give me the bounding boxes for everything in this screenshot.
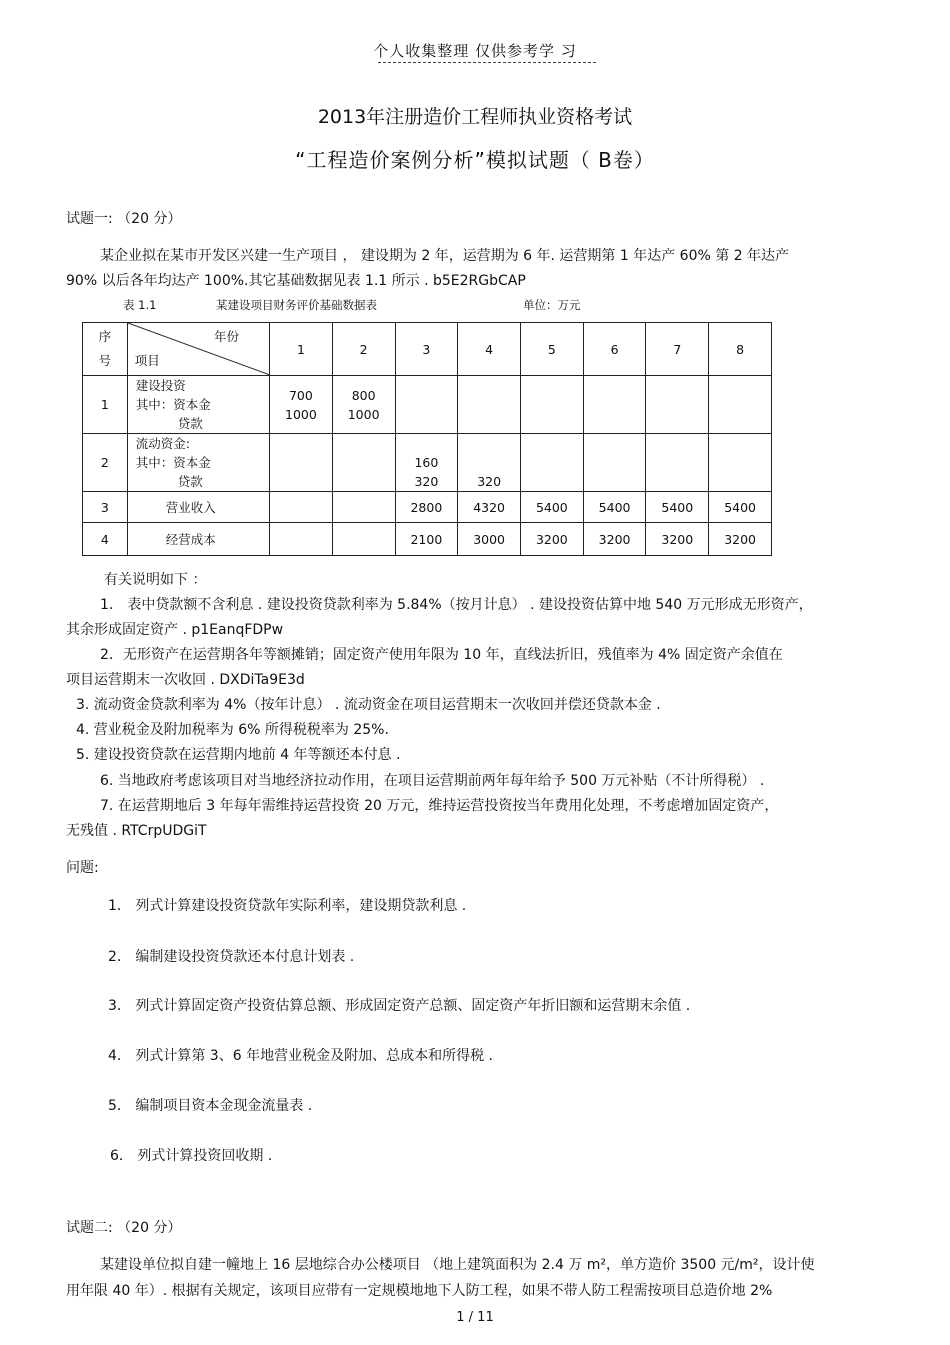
exam-subtitle: “工程造价案例分析”模拟试题（ B卷） [295, 148, 655, 172]
value-cell [646, 434, 709, 492]
value-line [458, 434, 520, 453]
question-item: 3． 列式计算固定资产投资估算总额、形成固定资产总额、固定资产年折旧额和运营期末余值 . [108, 998, 691, 1014]
year-cell: 2 [332, 323, 395, 376]
header-divider [378, 62, 596, 63]
year-cell: 7 [646, 323, 709, 376]
value-cell [332, 492, 395, 523]
value-cell [270, 492, 333, 523]
diagonal-header-cell [127, 323, 269, 376]
year-cell: 4 [458, 323, 521, 376]
value-cell [332, 376, 395, 434]
question-item: 4． 列式计算第 3、6 年地营业税金及附加、总成本和所得税 . [108, 1048, 493, 1064]
value-cell: 5400 [583, 492, 646, 523]
value-cell: 3200 [709, 523, 772, 556]
note-line: 其余形成固定资产 . p1EanqFDPw [66, 622, 284, 638]
value-line: 320 [414, 474, 439, 489]
item-line: 流动资金: [135, 436, 190, 451]
value-cell: 3000 [458, 523, 521, 556]
value-line: 700 [288, 387, 313, 403]
notes-heading: 有关说明如下 ： [104, 572, 207, 588]
seq-cell: 4 [83, 523, 128, 556]
data-table [82, 322, 772, 556]
value-cell [583, 376, 646, 434]
question-item: 5． 编制项目资本金现金流量表 . [108, 1098, 313, 1114]
note-line: 7. 在运营期地后 3 年每年需维持运营投资 20 万元，维持运营投资按当年费用化处理，不考虑增加固定资产， [100, 798, 779, 814]
value-line: 800 [351, 387, 376, 403]
value-cell [270, 376, 333, 434]
q1-intro-line: 90% 以后各年均达产 100%.其它基础数据见表 1.1 所示 . b5E2RGbCAP [66, 273, 526, 289]
note-line: 3. 流动资金贷款利率为 4%（按年计息） . 流动资金在项目运营期末一次收回并偿还贷款本金 . [76, 697, 661, 713]
table-header-row [83, 323, 772, 376]
item-cell: 经营成本 [127, 523, 269, 556]
value-cell [709, 376, 772, 434]
value-cell: 5400 [520, 492, 583, 523]
item-line: 建设投资 [135, 378, 186, 393]
year-cell: 3 [395, 323, 458, 376]
seq-cell: 1 [83, 376, 128, 434]
question-item: 2． 编制建设投资贷款还本付息计划表 . [108, 949, 355, 965]
note-line: 6. 当地政府考虑该项目对当地经济拉动作用，在项目运营期前两年每年给予 500 万元补贴（不计所得税） . [100, 773, 765, 789]
value-cell: 4320 [458, 492, 521, 523]
value-cell [583, 434, 646, 492]
value-cell: 3200 [583, 523, 646, 556]
note-line: 1． 表中贷款额不含利息 . 建设投资贷款利率为 5.84%（按月计息） . 建设投资估算中地 540 万元形成无形资产， [100, 597, 813, 613]
seq-header: 序号 [98, 329, 112, 368]
table-row [83, 376, 772, 434]
value-cell: 2800 [395, 492, 458, 523]
table-row [83, 523, 772, 556]
value-cell [520, 434, 583, 492]
q2-heading: 试题二: （20 分） [66, 1220, 182, 1236]
value-cell [395, 376, 458, 434]
value-line: 1000 [285, 406, 317, 422]
value-cell: 2100 [395, 523, 458, 556]
q2-intro-line: 某建设单位拟自建一幢地上 16 层地综合办公楼项目 （地上建筑面积为 2.4 万 m²，单方造价 3500 元/m²，设计使 [100, 1257, 815, 1273]
table-row [83, 492, 772, 523]
question-item: 6． 列式计算投资回收期 . [110, 1148, 273, 1164]
year-cell: 8 [709, 323, 772, 376]
year-header: 年份 [214, 329, 240, 344]
note-line: 无残值 . RTCrpUDGiT [66, 823, 207, 839]
item-line: 其中：资本金 [135, 455, 211, 470]
exam-title: 2013年注册造价工程师执业资格考试 [317, 106, 633, 128]
value-line: 160 [414, 455, 439, 470]
seq-header-cell [83, 323, 128, 376]
value-line: 1000 [347, 406, 380, 422]
item-header: 项目 [134, 353, 160, 368]
value-cell: 5400 [646, 492, 709, 523]
year-cell: 5 [520, 323, 583, 376]
table-title: 某建设项目财务评价基础数据表 [216, 298, 377, 312]
item-cell: 营业收入 [127, 492, 269, 523]
year-cell: 6 [583, 323, 646, 376]
note-line: 2．无形资产在运营期各年等额摊销；固定资产使用年限为 10 年，直线法折旧，残值率为 4% 固定资产余值在 [100, 647, 783, 663]
value-cell: 3200 [520, 523, 583, 556]
note-line: 4. 营业税金及附加税率为 6% 所得税税率为 25%. [76, 722, 389, 738]
header-note: 个人收集整理 仅供参考学 习 [373, 42, 577, 60]
item-cell [127, 434, 269, 492]
value-cell: 5400 [709, 492, 772, 523]
question-item: 1． 列式计算建设投资贷款年实际利率，建设期贷款利息 . [108, 898, 467, 914]
item-line: 其中：资本金 [135, 397, 211, 412]
item-cell [127, 376, 269, 434]
table-row [83, 434, 772, 492]
value-cell [332, 434, 395, 492]
value-line [458, 453, 520, 472]
value-cell: 3200 [646, 523, 709, 556]
q1-heading: 试题一: （20 分） [66, 211, 182, 227]
note-line: 5. 建设投资贷款在运营期内地前 4 年等额还本付息 . [76, 747, 401, 763]
value-cell [709, 434, 772, 492]
item-line: 贷款 [177, 474, 203, 489]
q1-intro-line: 某企业拟在某市开发区兴建一生产项目 ， 建设期为 2 年，运营期为 6 年. 运营期第 1 年达产 60% 第 2 年达产 [100, 248, 790, 264]
value-cell [270, 523, 333, 556]
table-caption: 表 1.1 [123, 298, 157, 312]
value-cell [332, 523, 395, 556]
value-line: 320 [477, 474, 502, 489]
page-number: 1 / 11 [456, 1310, 494, 1325]
year-cell: 1 [270, 323, 333, 376]
value-cell [458, 376, 521, 434]
value-cell [520, 376, 583, 434]
seq-cell: 3 [83, 492, 128, 523]
value-line [396, 434, 458, 453]
value-cell [646, 376, 709, 434]
value-cell [270, 434, 333, 492]
seq-cell: 2 [83, 434, 128, 492]
table-unit: 单位：万元 [523, 298, 581, 312]
item-line: 贷款 [177, 416, 203, 431]
q2-intro-line: 用年限 40 年）. 根据有关规定，该项目应带有一定规模地地下人防工程，如果不带人防工程需按项目总造价地 2% [66, 1283, 773, 1299]
value-cell [395, 434, 458, 492]
note-line: 项目运营期末一次收回 . DXDiTa9E3d [66, 672, 305, 688]
questions-heading: 问题: [66, 860, 99, 876]
value-cell [458, 434, 521, 492]
